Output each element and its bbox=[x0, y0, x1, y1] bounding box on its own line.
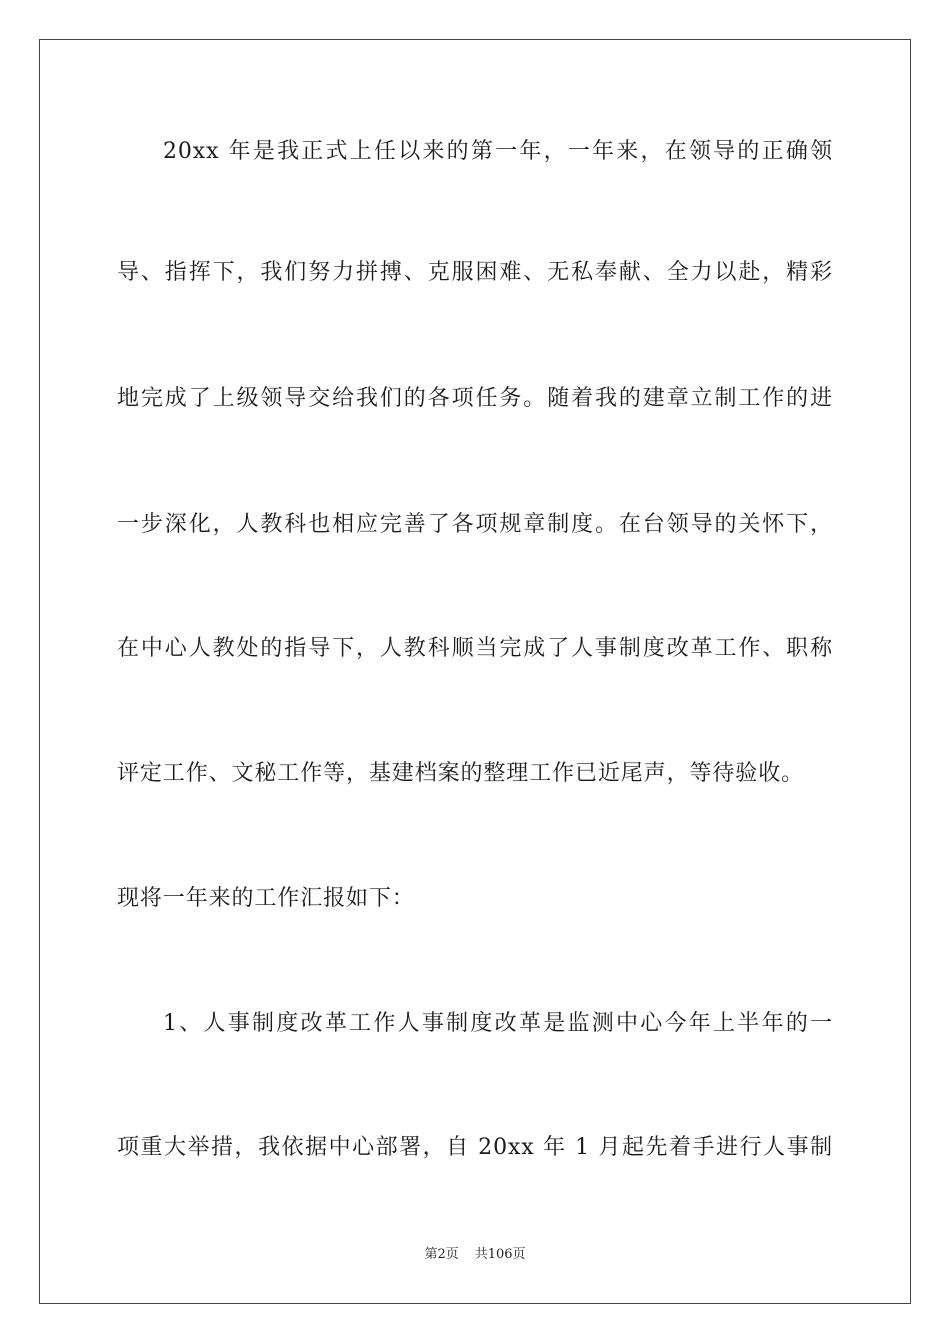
page-total: 共106页 bbox=[474, 1247, 526, 1262]
paragraph-line-5: 在中心人教处的指导下，人教科顺当完成了人事制度改革工作、职称 bbox=[117, 636, 833, 661]
paragraph-line-3: 地完成了上级领导交给我们的各项任务。随着我的建章立制工作的进 bbox=[117, 386, 833, 411]
paragraph-line-2: 导、指挥下，我们努力拼搏、克服困难、无私奉献、全力以赴，精彩 bbox=[117, 260, 833, 285]
paragraph-line-6: 评定工作、文秘工作等，基建档案的整理工作已近尾声，等待验收。 bbox=[117, 761, 805, 786]
page-frame bbox=[39, 39, 911, 1304]
paragraph-line-7: 现将一年来的工作汇报如下： bbox=[117, 886, 415, 911]
page-footer bbox=[0, 1246, 950, 1264]
paragraph-line-4: 一步深化，人教科也相应完善了各项规章制度。在台领导的关怀下， bbox=[117, 512, 833, 537]
page-number: 第2页 bbox=[424, 1247, 459, 1262]
paragraph-line-1: 20xx 年是我正式上任以来的第一年，一年来，在领导的正确领 bbox=[163, 139, 833, 164]
paragraph-line-9: 项重大举措，我依据中心部署，自 20xx 年 1 月起先着手进行人事制 bbox=[117, 1135, 833, 1160]
paragraph-line-8: 1、人事制度改革工作人事制度改革是监测中心今年上半年的一 bbox=[163, 1011, 833, 1036]
